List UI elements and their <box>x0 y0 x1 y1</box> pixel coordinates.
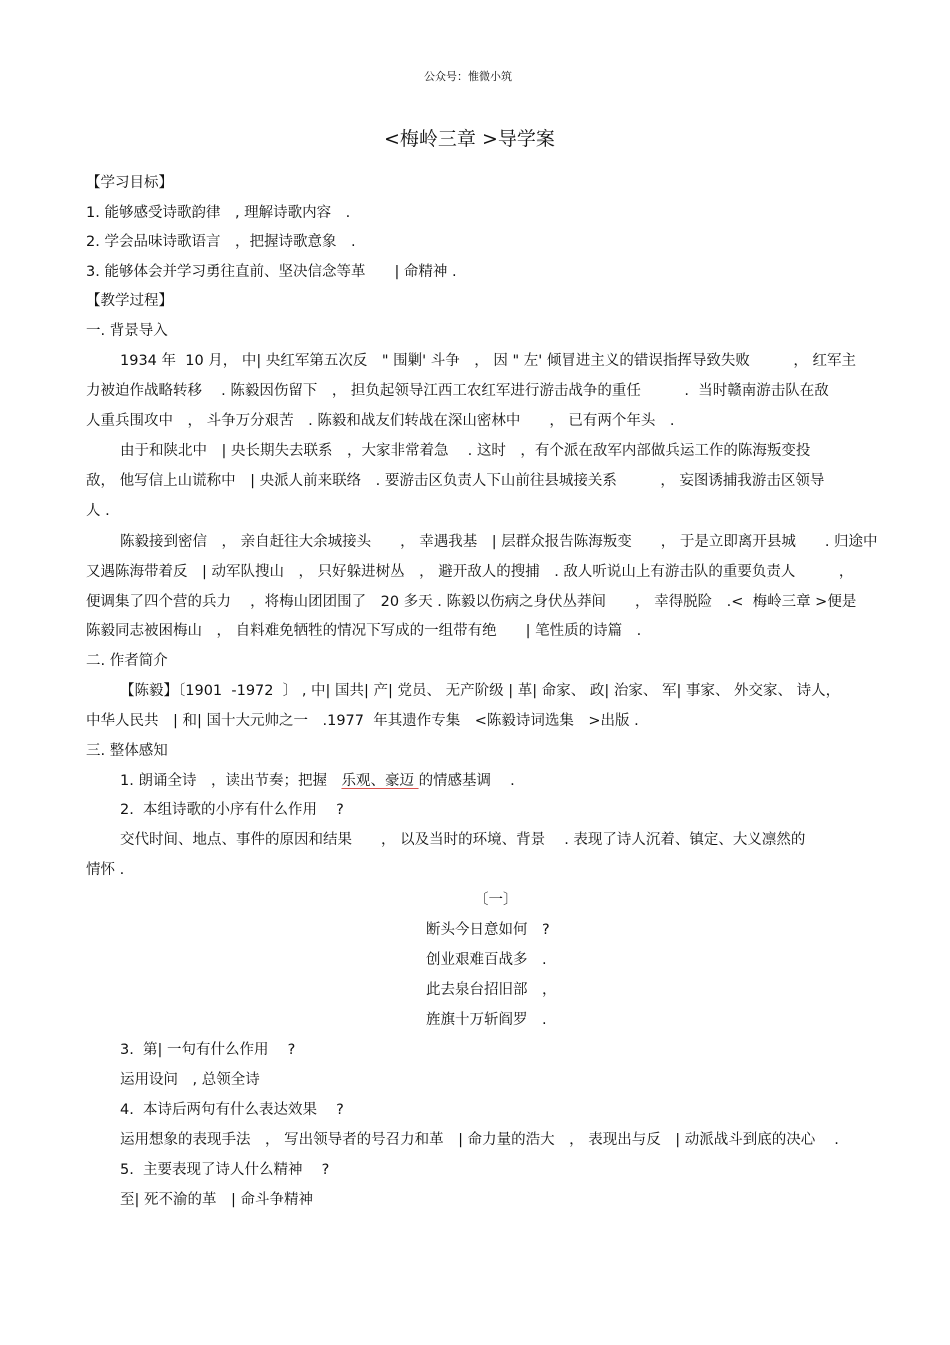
paragraph-line: 又遇陈海带着反 | 动军队搜山 ， 只好躲进树丛 ， 避开敌人的搜捕 . 敌人听说山上有游击队的重要负责人 ， <box>86 564 854 580</box>
objective-item: 3. 能够体会并学习勇往直前、坚决信念等革 | 命精神 . <box>86 264 457 280</box>
question-3: 3. 第| 一句有什么作用 ? <box>120 1042 296 1058</box>
poem-line: 旌旗十万斩阎罗 . <box>426 1012 547 1028</box>
poem-line: 断头今日意如何 ? <box>426 922 550 938</box>
paragraph-line: 陈毅接到密信 ， 亲自赶往大余城接头 ， 幸遇我基 | 层群众报告陈海叛变 ， 于是立即离开县城 . 归途中 <box>120 534 878 550</box>
page-title: <梅岭三章 >导学案 <box>384 128 555 150</box>
question-text: 1. 朗诵全诗 ，读出节奏；把握 <box>120 773 342 789</box>
question-2: 2. 本组诗歌的小序有什么作用 ? <box>120 802 344 818</box>
question-1 <box>120 772 515 790</box>
paragraph-line: 人重兵围攻中 ， 斗争万分艰苦 . 陈毅和战友们转战在深山密林中 ， 已有两个年头 . <box>86 413 675 429</box>
poem-number: 〔一〕 <box>474 892 518 908</box>
answer-3: 运用设问 , 总领全诗 <box>120 1072 260 1088</box>
question-text: 的情感基调 . <box>418 773 515 789</box>
answer-5: 至| 死不渝的革 | 命斗争精神 <box>120 1192 313 1208</box>
answer-4: 运用想象的表现手法 ， 写出领导者的号召力和革 | 命力量的浩大 ， 表现出与反 | 动派战斗到底的决心 . <box>120 1132 839 1148</box>
question-4: 4. 本诗后两句有什么表达效果 ? <box>120 1102 344 1118</box>
answer-2-cont: 情怀 . <box>86 862 125 878</box>
page-header: 公众号：惟微小筑 <box>424 70 512 83</box>
answer-2: 交代时间、地点、事件的原因和结果 ， 以及当时的环境、背景 . 表现了诗人沉着、镇定、大义凛然的 <box>120 832 806 848</box>
objective-item: 2. 学会品味诗歌语言 ，把握诗歌意象 . <box>86 234 356 250</box>
paragraph-line: 陈毅同志被困梅山 ， 自料难免牺牲的情况下写成的一组带有绝 | 笔性质的诗篇 . <box>86 623 642 639</box>
process-heading: 【教学过程】 <box>86 293 173 309</box>
emphasis-underlined: 乐观、豪迈 <box>341 773 419 789</box>
paragraph-line: 1934 年 10 月， 中| 央红军第五次反 " 围剿' 斗争 ， 因 " 左' 倾冒进主义的错误指挥导致失败 ， 红军主 <box>120 353 856 369</box>
paragraph-line: 便调集了四个营的兵力 ，将梅山团团围了 20 多天 . 陈毅以伤病之身伏丛莽间 ， 幸得脱险 .< 梅岭三章 >便是 <box>86 594 857 610</box>
section-heading: 二. 作者简介 <box>86 653 168 669</box>
poem-line: 此去泉台招旧部 ， <box>426 982 557 998</box>
paragraph-line: 中华人民共 | 和| 国十大元帅之一 .1977 年其遗作专集 <陈毅诗词选集 >出版 . <box>86 713 639 729</box>
poem-line: 创业艰难百战多 . <box>426 952 547 968</box>
paragraph-line: 【陈毅】〔1901 -1972 〕 , 中| 国共| 产| 党员、 无产阶级 | 革| 命家、 政| 治家、 军| 事家、 外交家、 诗人， <box>120 683 841 699</box>
section-heading: 三. 整体感知 <box>86 743 168 759</box>
paragraph-line: 力被迫作战略转移 . 陈毅因伤留下 ， 担负起领导江西工农红军进行游击战争的重任 . 当时赣南游击队在敌 <box>86 383 829 399</box>
question-5: 5. 主要表现了诗人什么精神 ? <box>120 1162 330 1178</box>
objectives-heading: 【学习目标】 <box>86 175 173 191</box>
paragraph-line: 敌， 他写信上山谎称中 | 央派人前来联络 . 要游击区负责人下山前往县城接关系 ， 妄图诱捕我游击区领导 <box>86 473 825 489</box>
section-heading: 一. 背景导入 <box>86 323 168 339</box>
paragraph-line: 人 . <box>86 503 110 519</box>
objective-item: 1. 能够感受诗歌韵律 , 理解诗歌内容 . <box>86 205 351 221</box>
paragraph-line: 由于和陕北中 | 央长期失去联系 ，大家非常着急 . 这时 ，有个派在敌军内部做兵运工作的陈海叛变投 <box>120 443 811 459</box>
